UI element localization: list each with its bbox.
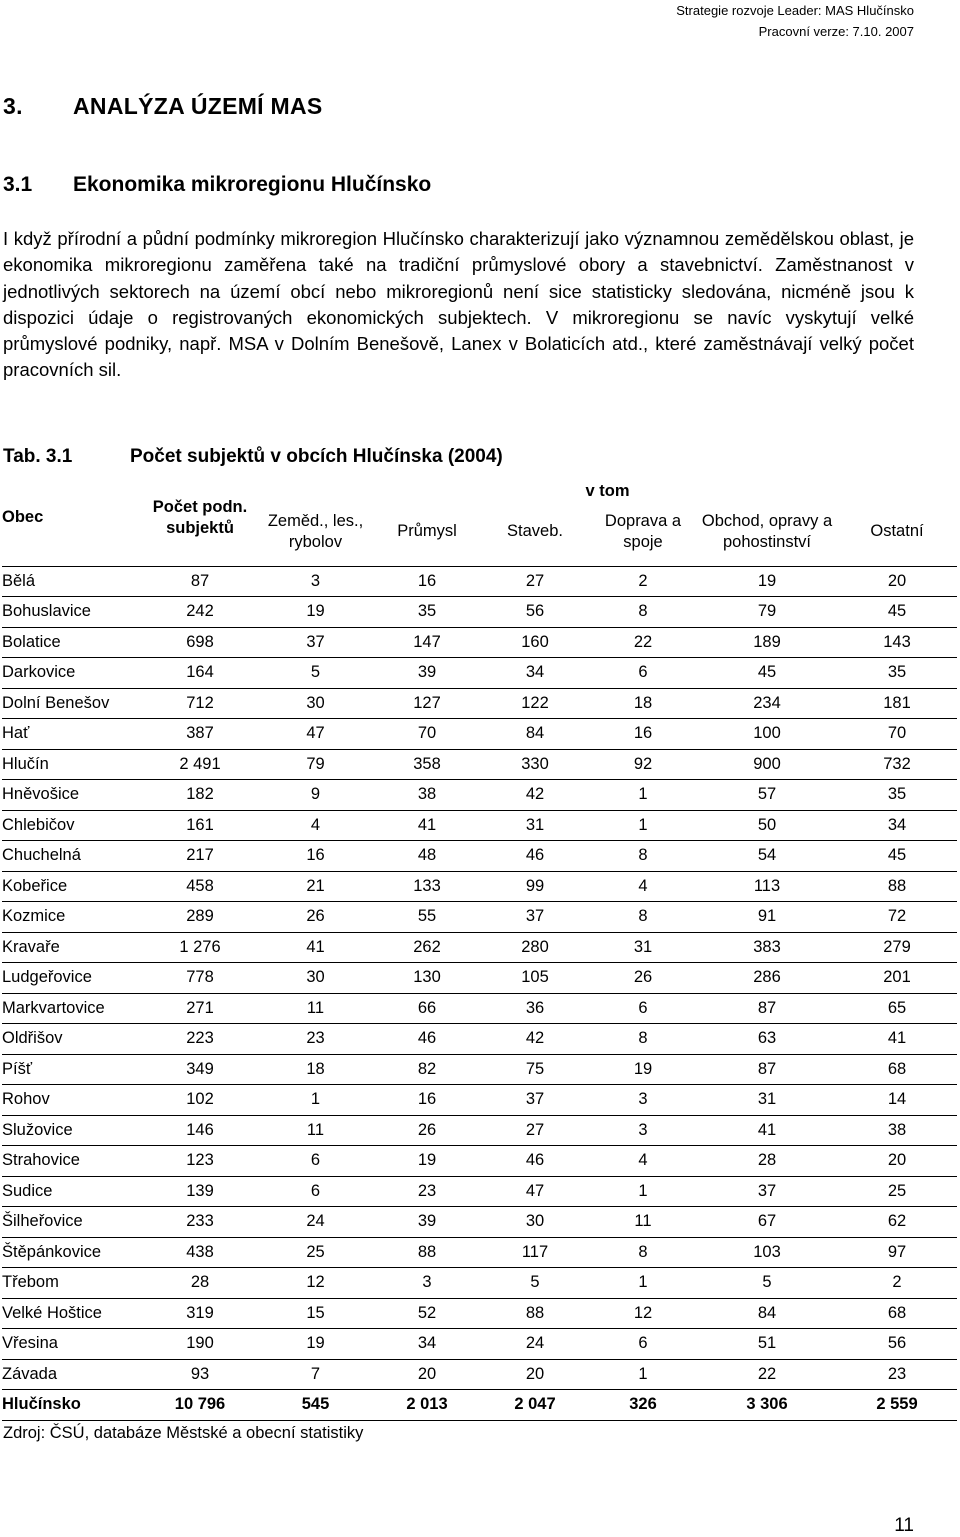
cell-ostatni: 70: [837, 719, 957, 750]
cell-obchod: 63: [697, 1024, 837, 1055]
cell-zemed: 30: [258, 963, 373, 994]
cell-doprava: 3: [589, 1085, 697, 1116]
cell-ostatni: 65: [837, 993, 957, 1024]
cell-staveb: 75: [481, 1054, 589, 1085]
cell-obec: Hněvošice: [2, 780, 142, 811]
cell-obchod: 87: [697, 1054, 837, 1085]
cell-obec: Píšť: [2, 1054, 142, 1085]
cell-obchod: 113: [697, 871, 837, 902]
cell-prumysl: 66: [373, 993, 481, 1024]
table-row: [2, 1024, 957, 1055]
cell-obchod: 67: [697, 1207, 837, 1238]
cell-doprava: 3: [589, 1115, 697, 1146]
cell-prumysl: 133: [373, 871, 481, 902]
cell-pocet: 349: [142, 1054, 258, 1085]
cell-ostatni: 143: [837, 627, 957, 658]
table-row: [2, 1237, 957, 1268]
cell-obec: Hať: [2, 719, 142, 750]
cell-ostatni: 68: [837, 1298, 957, 1329]
table-row: [2, 749, 957, 780]
chapter-number: 3.: [3, 93, 23, 119]
table-row: [2, 658, 957, 689]
table-row: [2, 1115, 957, 1146]
cell-staveb: 330: [481, 749, 589, 780]
cell-obec: Oldřišov: [2, 1024, 142, 1055]
cell-obchod: 189: [697, 627, 837, 658]
section-heading: [3, 173, 431, 197]
table-row: [2, 780, 957, 811]
cell-zemed: 24: [258, 1207, 373, 1238]
total-doprava: 326: [589, 1390, 697, 1421]
cell-obec: Kravaře: [2, 932, 142, 963]
cell-doprava: 19: [589, 1054, 697, 1085]
cell-pocet: 146: [142, 1115, 258, 1146]
cell-zemed: 3: [258, 566, 373, 597]
cell-obec: Rohov: [2, 1085, 142, 1116]
cell-pocet: 182: [142, 780, 258, 811]
cell-prumysl: 19: [373, 1146, 481, 1177]
cell-ostatni: 88: [837, 871, 957, 902]
cell-obchod: 79: [697, 597, 837, 628]
section-number: 3.1: [3, 173, 33, 196]
cell-prumysl: 26: [373, 1115, 481, 1146]
cell-obchod: 19: [697, 566, 837, 597]
cell-doprava: 1: [589, 1268, 697, 1299]
cell-doprava: 1: [589, 780, 697, 811]
total-staveb: 2 047: [481, 1390, 589, 1421]
header-pocet: Počet podn. subjektů: [152, 497, 248, 537]
page-number: 11: [894, 1515, 914, 1536]
header-prumysl: Průmysl: [397, 522, 457, 540]
cell-obec: Bolatice: [2, 627, 142, 658]
cell-zemed: 19: [258, 597, 373, 628]
cell-zemed: 21: [258, 871, 373, 902]
cell-ostatni: 62: [837, 1207, 957, 1238]
cell-doprava: 2: [589, 566, 697, 597]
table-label: Tab. 3.1: [3, 446, 73, 467]
cell-ostatni: 41: [837, 1024, 957, 1055]
cell-ostatni: 23: [837, 1359, 957, 1390]
cell-staveb: 46: [481, 841, 589, 872]
cell-staveb: 37: [481, 1085, 589, 1116]
table-row: [2, 932, 957, 963]
total-obchod: 3 306: [697, 1390, 837, 1421]
cell-prumysl: 39: [373, 1207, 481, 1238]
table-row: [2, 597, 957, 628]
table-row: [2, 627, 957, 658]
cell-zemed: 5: [258, 658, 373, 689]
cell-zemed: 37: [258, 627, 373, 658]
cell-pocet: 161: [142, 810, 258, 841]
table-row: [2, 1298, 957, 1329]
cell-zemed: 9: [258, 780, 373, 811]
cell-zemed: 11: [258, 1115, 373, 1146]
cell-staveb: 42: [481, 780, 589, 811]
cell-staveb: 46: [481, 1146, 589, 1177]
cell-doprava: 8: [589, 1024, 697, 1055]
cell-obchod: 84: [697, 1298, 837, 1329]
cell-staveb: 24: [481, 1329, 589, 1360]
header-rule: [2, 558, 957, 566]
cell-ostatni: 25: [837, 1176, 957, 1207]
header-obchod: Obchod, opravy a pohostinství: [701, 511, 833, 551]
cell-prumysl: 20: [373, 1359, 481, 1390]
cell-obec: Bohuslavice: [2, 597, 142, 628]
header-ostatni: Ostatní: [870, 522, 924, 540]
cell-staveb: 5: [481, 1268, 589, 1299]
cell-staveb: 122: [481, 688, 589, 719]
cell-obchod: 54: [697, 841, 837, 872]
cell-staveb: 36: [481, 993, 589, 1024]
cell-obec: Štěpánkovice: [2, 1237, 142, 1268]
chapter-title: ANALÝZA ÚZEMÍ MAS: [73, 93, 323, 119]
cell-staveb: 27: [481, 566, 589, 597]
cell-ostatni: 97: [837, 1237, 957, 1268]
table-row: [2, 566, 957, 597]
cell-doprava: 11: [589, 1207, 697, 1238]
chapter-heading: [3, 93, 323, 120]
cell-pocet: 1 276: [142, 932, 258, 963]
cell-pocet: 242: [142, 597, 258, 628]
cell-zemed: 47: [258, 719, 373, 750]
cell-obec: Markvartovice: [2, 993, 142, 1024]
total-pocet: 10 796: [142, 1390, 258, 1421]
cell-doprava: 4: [589, 871, 697, 902]
cell-obec: Strahovice: [2, 1146, 142, 1177]
cell-prumysl: 70: [373, 719, 481, 750]
cell-zemed: 30: [258, 688, 373, 719]
cell-obec: Ludgeřovice: [2, 963, 142, 994]
cell-pocet: 289: [142, 902, 258, 933]
cell-ostatni: 14: [837, 1085, 957, 1116]
cell-staveb: 37: [481, 902, 589, 933]
cell-pocet: 139: [142, 1176, 258, 1207]
cell-pocet: 2 491: [142, 749, 258, 780]
header-obec: Obec: [2, 508, 44, 526]
cell-prumysl: 130: [373, 963, 481, 994]
cell-obchod: 234: [697, 688, 837, 719]
cell-staveb: 56: [481, 597, 589, 628]
cell-pocet: 712: [142, 688, 258, 719]
cell-zemed: 1: [258, 1085, 373, 1116]
cell-prumysl: 3: [373, 1268, 481, 1299]
cell-obchod: 28: [697, 1146, 837, 1177]
total-ostatni: 2 559: [837, 1390, 957, 1421]
cell-ostatni: 35: [837, 780, 957, 811]
cell-ostatni: 20: [837, 1146, 957, 1177]
cell-obchod: 45: [697, 658, 837, 689]
cell-doprava: 16: [589, 719, 697, 750]
table-row: [2, 993, 957, 1024]
cell-staveb: 105: [481, 963, 589, 994]
table-row: [2, 902, 957, 933]
cell-zemed: 41: [258, 932, 373, 963]
cell-obchod: 41: [697, 1115, 837, 1146]
cell-prumysl: 52: [373, 1298, 481, 1329]
table-source: Zdroj: ČSÚ, databáze Městské a obecní statistiky: [3, 1424, 364, 1442]
cell-staveb: 27: [481, 1115, 589, 1146]
cell-ostatni: 35: [837, 658, 957, 689]
cell-obchod: 31: [697, 1085, 837, 1116]
cell-doprava: 6: [589, 993, 697, 1024]
cell-obchod: 103: [697, 1237, 837, 1268]
cell-obchod: 37: [697, 1176, 837, 1207]
cell-ostatni: 34: [837, 810, 957, 841]
cell-pocet: 93: [142, 1359, 258, 1390]
cell-staveb: 30: [481, 1207, 589, 1238]
cell-doprava: 1: [589, 1176, 697, 1207]
cell-obec: Závada: [2, 1359, 142, 1390]
cell-ostatni: 201: [837, 963, 957, 994]
cell-zemed: 26: [258, 902, 373, 933]
cell-prumysl: 35: [373, 597, 481, 628]
cell-pocet: 217: [142, 841, 258, 872]
cell-zemed: 6: [258, 1146, 373, 1177]
cell-obec: Vřesina: [2, 1329, 142, 1360]
cell-zemed: 79: [258, 749, 373, 780]
cell-doprava: 8: [589, 902, 697, 933]
cell-zemed: 6: [258, 1176, 373, 1207]
table-row: [2, 719, 957, 750]
cell-zemed: 12: [258, 1268, 373, 1299]
table-row: [2, 1176, 957, 1207]
running-header-title: Strategie rozvoje Leader: MAS Hlučínsko: [676, 3, 914, 18]
header-zemed: Zeměd., les., rybolov: [267, 511, 364, 551]
table-row: [2, 1054, 957, 1085]
cell-doprava: 31: [589, 932, 697, 963]
cell-doprava: 26: [589, 963, 697, 994]
table-total-row: [2, 1390, 957, 1421]
cell-pocet: 87: [142, 566, 258, 597]
cell-obec: Hlučín: [2, 749, 142, 780]
cell-obec: Chuchelná: [2, 841, 142, 872]
cell-zemed: 25: [258, 1237, 373, 1268]
cell-obec: Darkovice: [2, 658, 142, 689]
cell-staveb: 34: [481, 658, 589, 689]
cell-staveb: 99: [481, 871, 589, 902]
cell-obec: Kobeřice: [2, 871, 142, 902]
cell-obec: Bělá: [2, 566, 142, 597]
cell-pocet: 190: [142, 1329, 258, 1360]
cell-prumysl: 82: [373, 1054, 481, 1085]
cell-staveb: 160: [481, 627, 589, 658]
body-paragraph: I když přírodní a půdní podmínky mikroregion Hlučínsko charakterizují jako významnou zemědělskou oblast, je ekonomika mikroregionu zaměřena také na tradiční průmyslové obory a stavebnictví. Zaměstnanost v jednotlivých sektorech na území obcí nebo mikroregionů není sice statisticky sledována, nicméně jsou k dispozici údaje o registrovaných ekonomických subjektech. V mikroregionu se navíc vyskytují velké průmyslové podniky, např. MSA v Dolním Benešově, Lanex v Bolaticích atd., které zaměstnávají velký počet pracovních sil.: [3, 228, 914, 381]
cell-ostatni: 279: [837, 932, 957, 963]
table-row: [2, 963, 957, 994]
cell-pocet: 233: [142, 1207, 258, 1238]
cell-zemed: 7: [258, 1359, 373, 1390]
cell-obchod: 50: [697, 810, 837, 841]
cell-prumysl: 88: [373, 1237, 481, 1268]
cell-doprava: 8: [589, 597, 697, 628]
cell-doprava: 22: [589, 627, 697, 658]
cell-obchod: 57: [697, 780, 837, 811]
cell-obchod: 91: [697, 902, 837, 933]
cell-doprava: 8: [589, 841, 697, 872]
cell-staveb: 84: [481, 719, 589, 750]
cell-obec: Sudice: [2, 1176, 142, 1207]
cell-staveb: 117: [481, 1237, 589, 1268]
cell-obchod: 22: [697, 1359, 837, 1390]
cell-pocet: 387: [142, 719, 258, 750]
cell-staveb: 31: [481, 810, 589, 841]
cell-prumysl: 16: [373, 1085, 481, 1116]
cell-doprava: 12: [589, 1298, 697, 1329]
cell-doprava: 18: [589, 688, 697, 719]
cell-pocet: 28: [142, 1268, 258, 1299]
cell-obchod: 51: [697, 1329, 837, 1360]
table-row: [2, 841, 957, 872]
table-caption: [3, 446, 503, 468]
cell-obchod: 5: [697, 1268, 837, 1299]
cell-ostatni: 56: [837, 1329, 957, 1360]
cell-doprava: 4: [589, 1146, 697, 1177]
cell-staveb: 20: [481, 1359, 589, 1390]
cell-prumysl: 46: [373, 1024, 481, 1055]
cell-ostatni: 2: [837, 1268, 957, 1299]
table-row: [2, 1359, 957, 1390]
cell-zemed: 11: [258, 993, 373, 1024]
cell-ostatni: 68: [837, 1054, 957, 1085]
table-row: [2, 1207, 957, 1238]
cell-doprava: 1: [589, 1359, 697, 1390]
cell-obec: Chlebičov: [2, 810, 142, 841]
cell-prumysl: 41: [373, 810, 481, 841]
cell-zemed: 23: [258, 1024, 373, 1055]
cell-staveb: 42: [481, 1024, 589, 1055]
cell-doprava: 6: [589, 1329, 697, 1360]
cell-pocet: 698: [142, 627, 258, 658]
total-zemed: 545: [258, 1390, 373, 1421]
cell-zemed: 19: [258, 1329, 373, 1360]
total-obec: Hlučínsko: [2, 1390, 142, 1421]
table-row: [2, 871, 957, 902]
table-row: [2, 1085, 957, 1116]
cell-doprava: 92: [589, 749, 697, 780]
cell-prumysl: 55: [373, 902, 481, 933]
cell-prumysl: 16: [373, 566, 481, 597]
table-title: Počet subjektů v obcích Hlučínska (2004): [130, 446, 503, 467]
cell-prumysl: 127: [373, 688, 481, 719]
cell-pocet: 438: [142, 1237, 258, 1268]
cell-obec: Třebom: [2, 1268, 142, 1299]
cell-pocet: 458: [142, 871, 258, 902]
subjects-table: [2, 477, 957, 1421]
cell-obchod: 286: [697, 963, 837, 994]
cell-obchod: 87: [697, 993, 837, 1024]
cell-ostatni: 45: [837, 597, 957, 628]
cell-zemed: 16: [258, 841, 373, 872]
cell-prumysl: 23: [373, 1176, 481, 1207]
cell-doprava: 1: [589, 810, 697, 841]
cell-doprava: 6: [589, 658, 697, 689]
cell-staveb: 47: [481, 1176, 589, 1207]
table-row: [2, 1329, 957, 1360]
cell-ostatni: 181: [837, 688, 957, 719]
cell-staveb: 88: [481, 1298, 589, 1329]
header-staveb: Staveb.: [507, 522, 563, 540]
table-row: [2, 1146, 957, 1177]
cell-ostatni: 38: [837, 1115, 957, 1146]
cell-obec: Kozmice: [2, 902, 142, 933]
header-doprava: Doprava a spoje: [604, 511, 682, 551]
total-prumysl: 2 013: [373, 1390, 481, 1421]
cell-obec: Dolní Benešov: [2, 688, 142, 719]
cell-zemed: 4: [258, 810, 373, 841]
table-row: [2, 688, 957, 719]
cell-staveb: 280: [481, 932, 589, 963]
header-group-vtom: v tom: [585, 481, 630, 500]
table-row: [2, 1268, 957, 1299]
cell-prumysl: 358: [373, 749, 481, 780]
cell-ostatni: 72: [837, 902, 957, 933]
cell-pocet: 102: [142, 1085, 258, 1116]
cell-ostatni: 20: [837, 566, 957, 597]
cell-pocet: 271: [142, 993, 258, 1024]
cell-ostatni: 45: [837, 841, 957, 872]
cell-obec: Velké Hoštice: [2, 1298, 142, 1329]
cell-ostatni: 732: [837, 749, 957, 780]
cell-pocet: 319: [142, 1298, 258, 1329]
cell-pocet: 164: [142, 658, 258, 689]
cell-prumysl: 262: [373, 932, 481, 963]
table-body: [2, 566, 957, 1420]
cell-prumysl: 48: [373, 841, 481, 872]
cell-obchod: 900: [697, 749, 837, 780]
cell-prumysl: 38: [373, 780, 481, 811]
cell-obchod: 100: [697, 719, 837, 750]
cell-prumysl: 34: [373, 1329, 481, 1360]
cell-pocet: 223: [142, 1024, 258, 1055]
cell-prumysl: 39: [373, 658, 481, 689]
cell-pocet: 123: [142, 1146, 258, 1177]
section-title: Ekonomika mikroregionu Hlučínsko: [73, 173, 432, 196]
cell-obec: Služovice: [2, 1115, 142, 1146]
cell-pocet: 778: [142, 963, 258, 994]
cell-zemed: 15: [258, 1298, 373, 1329]
cell-zemed: 18: [258, 1054, 373, 1085]
cell-obchod: 383: [697, 932, 837, 963]
cell-doprava: 8: [589, 1237, 697, 1268]
running-header-version: Pracovní verze: 7.10. 2007: [758, 24, 914, 39]
cell-obec: Šilheřovice: [2, 1207, 142, 1238]
cell-prumysl: 147: [373, 627, 481, 658]
table-row: [2, 810, 957, 841]
